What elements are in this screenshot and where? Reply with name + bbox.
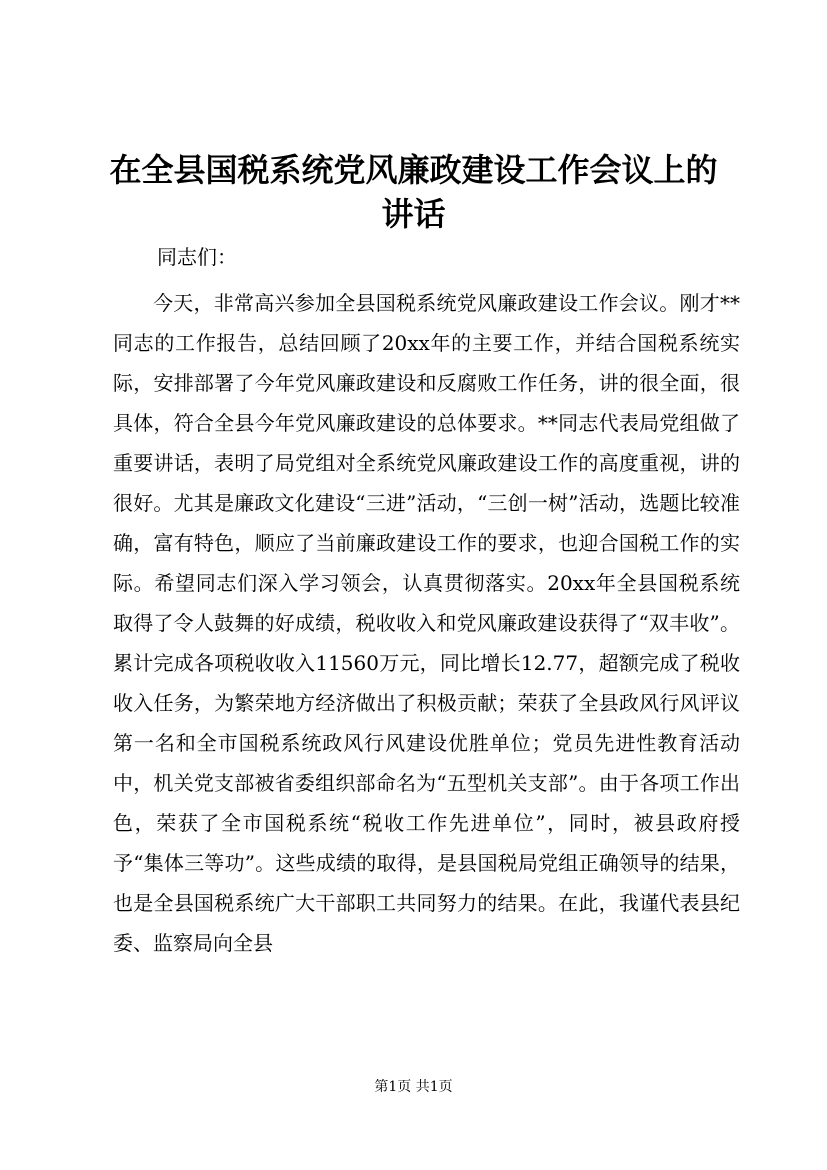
page-number: 第1页 共1页 bbox=[374, 1079, 453, 1095]
salutation: 同志们： bbox=[157, 245, 237, 269]
body-paragraph: 今天，非常高兴参加全县国税系统党风廉政建设工作会议。刚才**同志的工作报告，总结回顾了20xx年的主要工作，并结合国税系统实际，安排部署了今年党风廉政建设和反腐败工作任务，讲的很全面，很具体，符合全县今年党风廉政建设的总体要求。**同志代表局党组做了重要讲话，表明了局党组对全系统党风廉政建设工作的高度重视，讲的很好。尤其是廉政文化建设“三进”活动，“三创一树”活动，选题比较准确，富有特色，顺应了当前廉政建设工作的要求，也迎合国税工作的实际。希望同志们深入学习领会，认真贯彻落实。20xx年全县国税系统取得了令人鼓舞的好成绩，税收收入和党风廉政建设获得了“双丰收”。累计完成各项税收收入11560万元，同比增长12.77，超额完成了税收收入任务，为繁荣地方经济做出了积极贡献；荣获了全县政风行风评议第一名和全市国税系统政风行风建设优胜单位；党员先进性教育活动中，机关党支部被省委组织部命名为“五型机关支部”。由于各项工作出色，荣获了全市国税系统“税收工作先进单位”，同时，被县政府授予“集体三等功”。这些成绩的取得，是县国税局党组正确领导的结果，也是全县国税系统广大干部职工共同努力的结果。在此，我谨代表县纪委、监察局向全县 bbox=[113, 291, 740, 955]
document-title: 在全县国税系统党风廉政建设工作会议上的讲话 bbox=[109, 151, 718, 233]
